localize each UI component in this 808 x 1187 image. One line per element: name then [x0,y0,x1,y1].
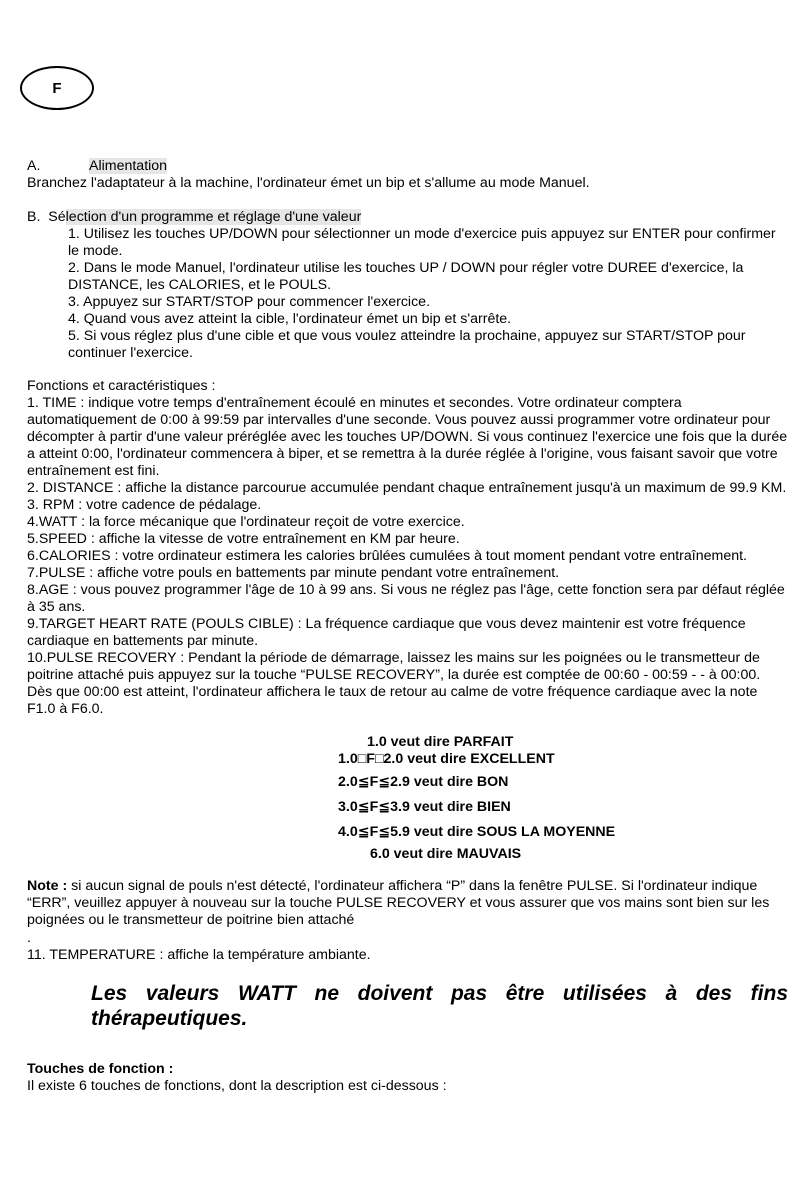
rating-excellent: 1.0□F□2.0 veut dire EXCELLENT [338,751,555,767]
rating-sous-moyenne: 4.0≦F≦5.9 veut dire SOUS LA MOYENNE [338,824,616,840]
step-3: 3. Appuyez sur START/STOP pour commencer l'exercice. [68,294,431,310]
note-text [27,878,789,929]
function-item: 3. RPM : votre cadence de pédalage. [27,497,262,513]
function-item-temperature: 11. TEMPERATURE : affiche la température ambiante. [27,947,371,963]
section-a-title: Alimentation [89,158,168,174]
function-item: 1. TIME : indique votre temps d'entraînement écoulé en minutes et secondes. Votre ordinateur comptera automatiquement de 0:00 à 99:59 par intervalles d'une seconde. Vous pouvez aussi programmer votre ordinateur pour décompter à partir d'une valeur préréglée avec les touches UP/DOWN. Si vous continuez l'exercice une fois que la durée a atteint 0:00, l'ordinateur commencera à biper, et se remettra à la durée réglée à l'origine, vous faisant savoir que votre entraînement est fini. [27,395,788,479]
function-item: 2. DISTANCE : affiche la distance parcourue accumulée pendant chaque entraînement jusqu'à un maximum de 99.9 KM. [27,480,787,496]
rating-bien: 3.0≦F≦3.9 veut dire BIEN [338,799,511,815]
section-a-letter: A. [27,158,41,174]
section-b [27,209,789,226]
language-badge-label: F [52,79,62,97]
step-2: 2. Dans le mode Manuel, l'ordinateur utilise les touches UP / DOWN pour régler votre DUREE d'exercice, la DISTANCE, les CALORIES, et le POULS. [68,260,744,293]
section-b-title-highlight: lection d'un programme et réglage d'une valeur [65,209,362,225]
note-dot: . [27,930,31,946]
step-5: 5. Si vous réglez plus d'une cible et que vous voulez atteindre la prochaine, appuyez sur START/STOP pour continuer l'exercice. [68,328,746,361]
rating-bon: 2.0≦F≦2.9 veut dire BON [338,774,509,790]
section-a-heading [27,158,789,175]
note-body: si aucun signal de pouls n'est détecté, l'ordinateur affichera “P” dans la fenêtre PULSE. Si l'ordinateur indique “ERR”, veuillez appuyer à nouveau sur la touche PULSE RECOVERY et vous assurer que vos mains sont bien sur les poignées ou le transmetteur de poitrine bien attaché [27,878,770,928]
section-b-steps [68,226,788,362]
step-1: 1. Utilisez les touches UP/DOWN pour sélectionner un mode d'exercice puis appuyez sur ENTER pour confirmer le mode. [68,226,776,259]
function-item: 7.PULSE : affiche votre pouls en battements par minute pendant votre entraînement. [27,565,560,581]
warning-line-2: thérapeutiques. [91,1007,248,1030]
warning-line-1: Les valeurs WATT ne doivent pas être utilisées à des fins [91,982,788,1005]
functions-section [27,378,789,718]
rating-parfait: 1.0 veut dire PARFAIT [367,734,514,750]
function-keys-text: Il existe 6 touches de fonctions, dont la description est ci-dessous : [27,1078,447,1094]
section-b-title-start: Sé [48,209,66,225]
function-keys-heading: Touches de fonction : [27,1061,174,1077]
section-b-letter: B. [27,209,41,225]
function-item: 4.WATT : la force mécanique que l'ordinateur reçoit de votre exercice. [27,514,465,530]
rating-mauvais: 6.0 veut dire MAUVAIS [370,846,522,862]
note-paragraph [27,878,789,964]
language-badge [20,66,94,110]
function-item: 9.TARGET HEART RATE (POULS CIBLE) : La fréquence cardiaque que vous devez maintenir est votre fréquence cardiaque en battements par minute. [27,616,746,649]
section-a [27,158,789,192]
functions-heading: Fonctions et caractéristiques : [27,378,216,394]
step-4: 4. Quand vous avez atteint la cible, l'ordinateur émet un bip et s'arrête. [68,311,512,327]
function-item: 8.AGE : vous pouvez programmer l'âge de 10 à 99 ans. Si vous ne réglez pas l'âge, cette fonction sera par défaut réglée à 35 ans. [27,582,785,615]
function-keys-section [27,1061,789,1095]
section-a-text: Branchez l'adaptateur à la machine, l'ordinateur émet un bip et s'allume au mode Manuel. [27,175,590,191]
section-b-heading [27,209,789,226]
function-item: 10.PULSE RECOVERY : Pendant la période de démarrage, laissez les mains sur les poignées ou le transmetteur de poitrine attaché puis appuyez sur la touche “PULSE RECOVERY”, la durée est comptée de 00:60 - 00:59 - - à 00:00. Dès que 00:00 est atteint, l'ordinateur affichera le taux de retour au calme de votre fréquence cardiaque avec la note F1.0 à F6.0. [27,650,761,717]
function-item: 5.SPEED : affiche la vitesse de votre entraînement en KM par heure. [27,531,460,547]
therapeutic-warning [91,981,788,1031]
function-item: 6.CALORIES : votre ordinateur estimera les calories brûlées cumulées à tout moment pendant votre entraînement. [27,548,747,564]
note-label: Note : [27,878,68,894]
